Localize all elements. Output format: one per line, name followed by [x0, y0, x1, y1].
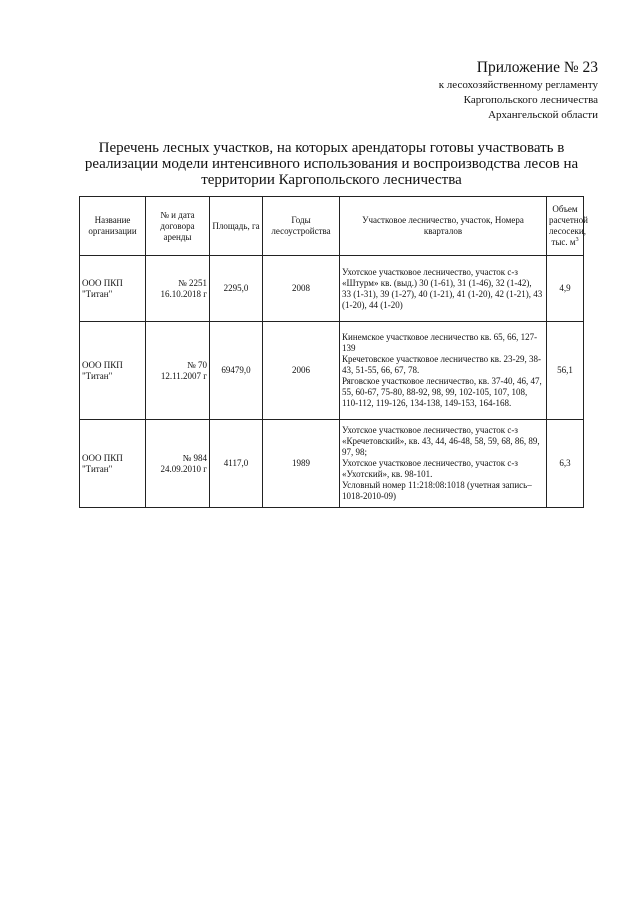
cell-volume: 6,3: [547, 420, 584, 508]
table-row: [80, 420, 584, 508]
cell-contract: № 2251 16.10.2018 г: [146, 256, 210, 322]
appendix-line: Архангельской области: [488, 109, 598, 121]
cell-years: 2006: [263, 322, 340, 420]
header-location: Участковое лесничество, участок, Номера кварталов: [340, 197, 547, 256]
location-line: Ухотское участковое лесничество, участок с-з «Штурм» кв. (выд.) 30 (1-61), 31 (1-46), 32 (1-42),: [342, 266, 532, 288]
header-area: Площадь, га: [210, 197, 263, 256]
cell-area: 69479,0: [210, 322, 263, 420]
location-line: 33 (1-31), 39 (1-27), 40 (1-21), 41 (1-20), 42 (1-21), 43 (1-20), 44 (1-20): [342, 288, 543, 310]
appendix-line: Каргопольского лесничества: [463, 94, 598, 106]
location-line: Кинемское участковое лесничество кв. 65, 66, 127-139: [342, 332, 538, 353]
cell-org: ООО ПКП "Титан": [80, 256, 146, 322]
location-line: Ряговское участковое лесничество, кв. 37-40, 46, 47, 55, 60-67, 75-80, 88-92, 98, 99, 102-105, 107, 108, 110-112, 119-126, 134-138, 149-153, 164-168.: [342, 376, 542, 408]
appendix-number: Приложение № 23: [476, 59, 598, 76]
header-contract: № и дата договора аренды: [146, 197, 210, 256]
title-line: Перечень лесных участков, на которых арендаторы готовы участвовать в: [98, 140, 565, 156]
table-row: [80, 256, 584, 322]
cell-location: [340, 420, 547, 508]
header-volume: [547, 197, 588, 256]
cell-years: 1989: [263, 420, 340, 508]
location-line: Кречетовское участковое лесничество кв. 23-29, 38-43, 51-55, 66, 67, 78.: [342, 354, 542, 375]
cell-area: 2295,0: [210, 256, 263, 322]
cell-volume: 4,9: [547, 256, 584, 322]
cell-location: [340, 256, 547, 322]
cell-years: 2008: [263, 256, 340, 322]
title-line: территории Каргопольского лесничества: [201, 172, 462, 188]
cell-location: [340, 322, 547, 420]
document-title: [80, 140, 583, 188]
header-org: Название организации: [80, 197, 146, 256]
forest-plots-table: [79, 196, 588, 508]
header-years: Годы лесоустройства: [263, 197, 340, 256]
cell-area: 4117,0: [210, 420, 263, 508]
cell-volume: 56,1: [547, 322, 584, 420]
table-row: [80, 322, 584, 420]
table-header-row: [80, 197, 584, 256]
header-volume-sup: 3: [575, 237, 579, 243]
appendix-header: [439, 58, 598, 123]
cell-contract: № 984 24.09.2010 г: [146, 420, 210, 508]
location-line: Ухотское участковое лесничество, участок с-з «Ухотский», кв. 98-101.: [342, 458, 518, 479]
appendix-line: к лесохозяйственному регламенту: [438, 79, 598, 91]
location-line: Условный номер 11:218:08:1018 (учетная запись– 1018-2010-09): [342, 480, 532, 501]
location-line: Ухотское участковое лесничество, участок с-з «Кречетовский», кв. 43, 44, 46-48, 58, 59, 68, 86, 89, 97, 98;: [342, 425, 540, 457]
cell-org: ООО ПКП "Титан": [80, 420, 146, 508]
cell-contract: № 70 12.11.2007 г: [146, 322, 210, 420]
title-line: реализации модели интенсивного использования и воспроизводства лесов на: [84, 156, 579, 172]
cell-org: ООО ПКП "Титан": [80, 322, 146, 420]
header-volume-text: Объем расчетной лесосеки, тыс. м: [549, 204, 588, 247]
